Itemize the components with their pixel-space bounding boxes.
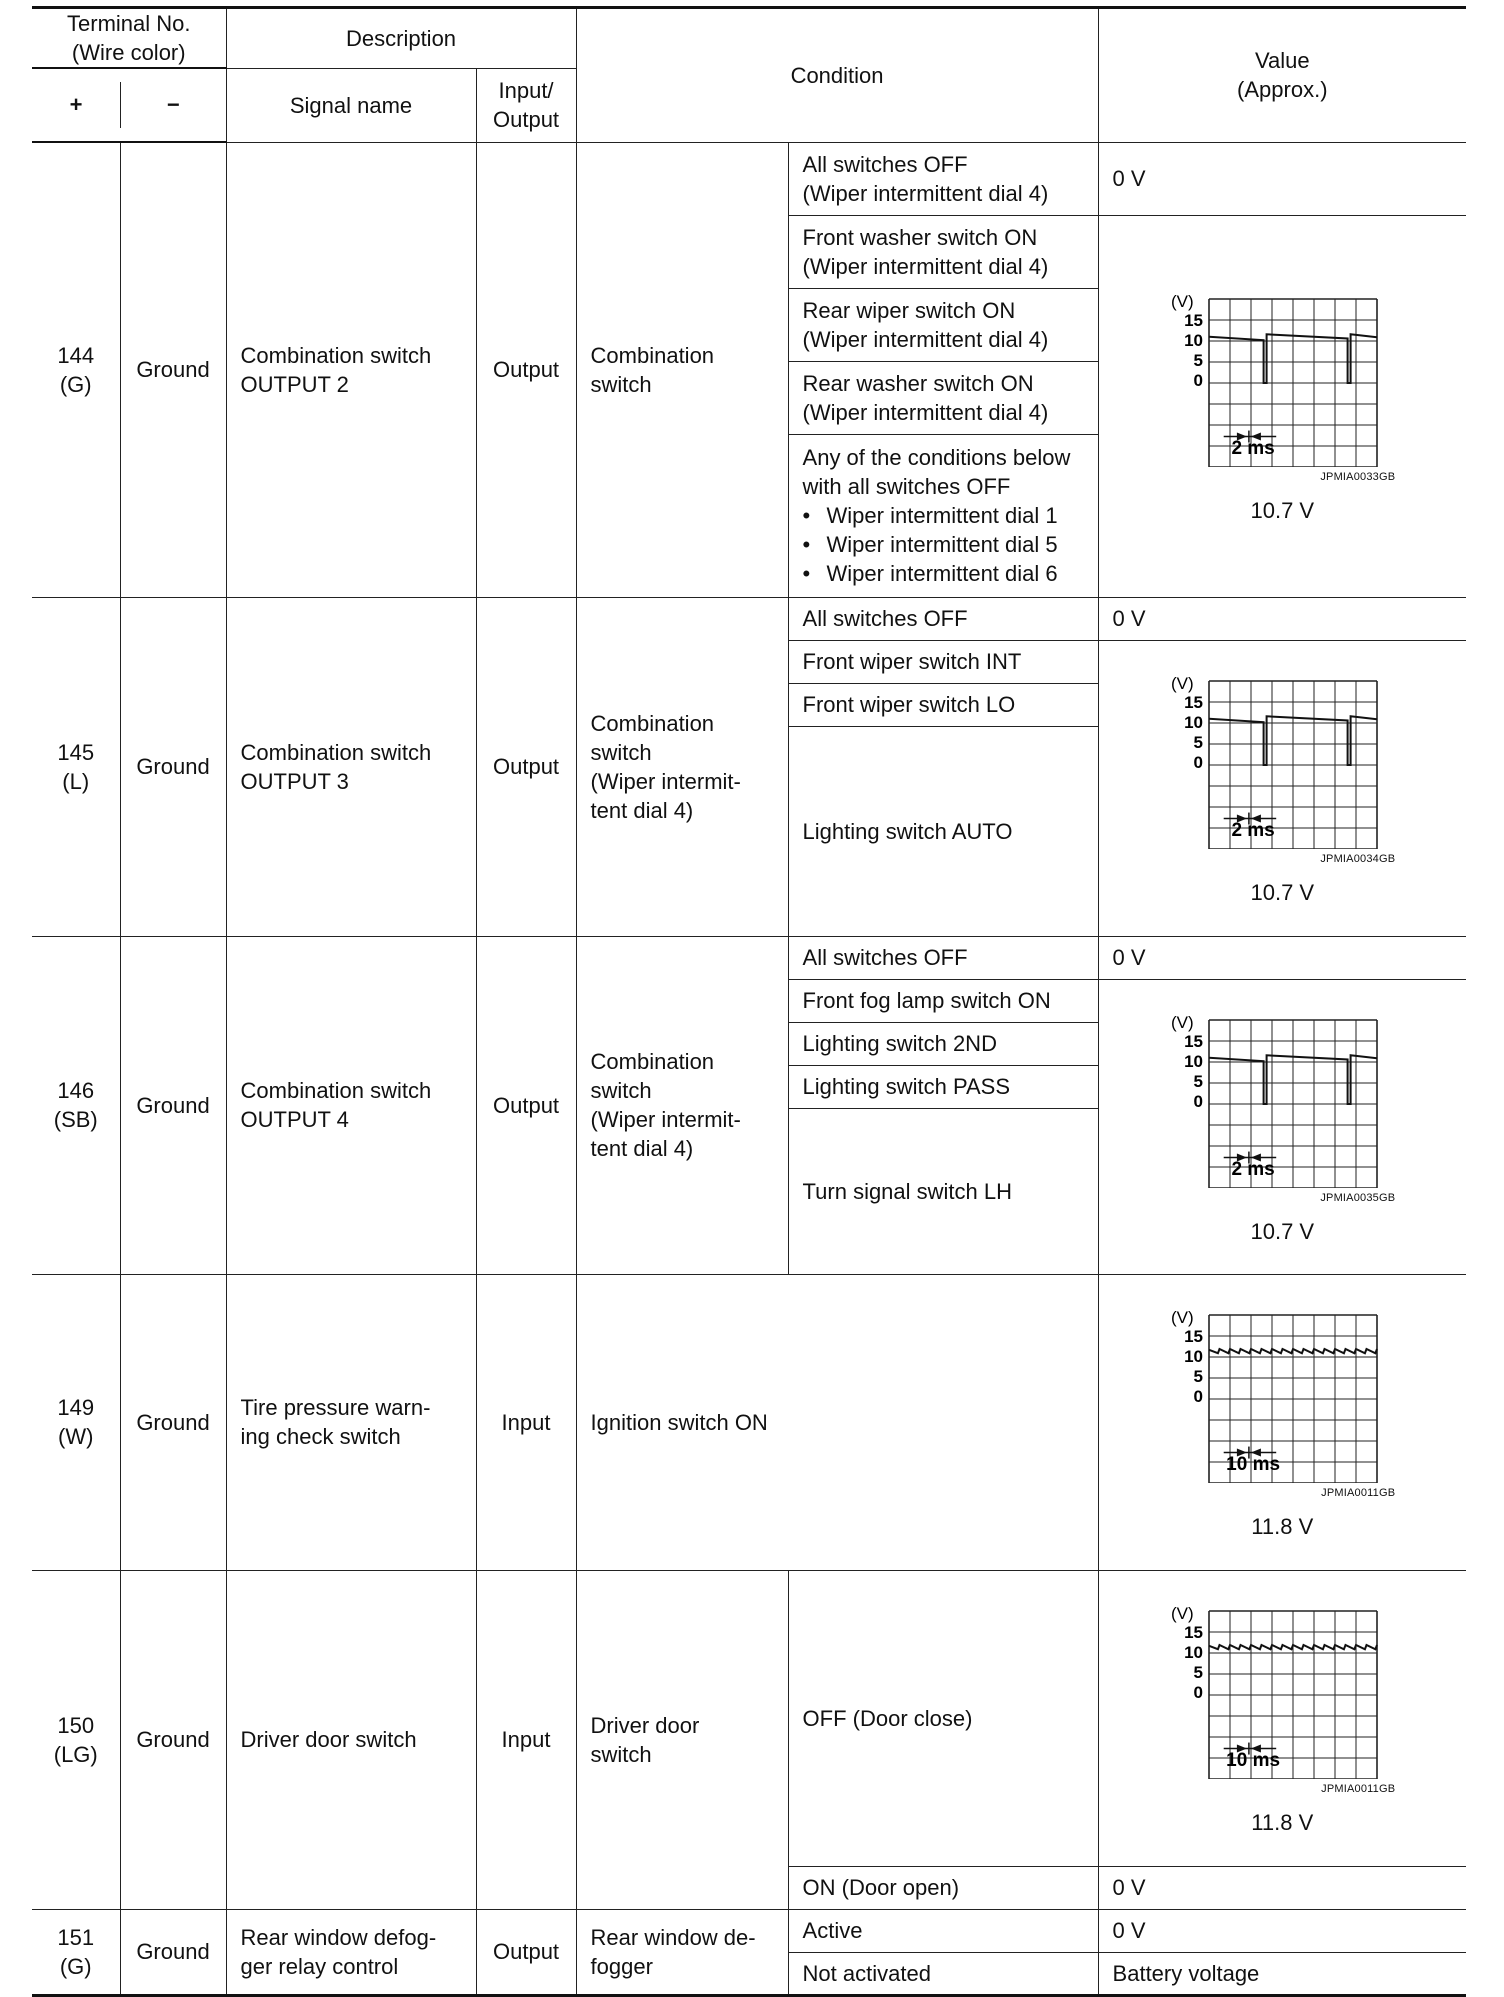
ground-144: Ground [120, 142, 226, 597]
axis-tick-label: 0 [1193, 371, 1204, 390]
io-144: Output [476, 142, 576, 597]
axis-unit: (V) [1171, 1308, 1194, 1327]
terminal-151: 151 (G) [32, 1909, 120, 1995]
sub-condition: Front fog lamp switch ON [788, 979, 1098, 1022]
ground-150: Ground [120, 1570, 226, 1909]
sub-condition: Front wiper switch LO [788, 683, 1098, 726]
sub-condition: Front washer switch ON (Wiper intermittent dial 4) [788, 215, 1098, 288]
io-150: Input [476, 1570, 576, 1909]
sub-condition: All switches OFF [788, 936, 1098, 979]
axis-tick-label: 0 [1193, 1091, 1204, 1111]
header-plus-minus [32, 68, 226, 142]
signal-146: Combination switch OUTPUT 4 [226, 936, 476, 1274]
ground-146: Ground [120, 936, 226, 1274]
waveform-graph [1147, 1599, 1417, 1804]
axis-tick-label: 10 [1184, 331, 1204, 350]
ground-145: Ground [120, 597, 226, 936]
axis-tick-label: 15 [1184, 1327, 1204, 1346]
waveform-value: 10.7 V [1250, 498, 1315, 523]
terminal-144: 144 (G) [32, 142, 120, 597]
axis-unit: (V) [1171, 292, 1194, 311]
condition-145: Combination switch (Wiper intermit- tent dial 4) [576, 597, 788, 936]
value-cell: 0 V [1098, 142, 1466, 215]
time-scale-label: 2 ms [1231, 438, 1276, 459]
sub-condition: OFF (Door close) [788, 1570, 1098, 1866]
value-cell: Battery voltage [1098, 1952, 1466, 1995]
value-cell: 0 V [1098, 1866, 1466, 1909]
header-minus: − [166, 92, 180, 117]
signal-149: Tire pressure warn- ing check switch [226, 1274, 476, 1570]
figure-code: JPMIA0011GB [1321, 1783, 1396, 1795]
bullet-item: • Wiper intermittent dial 1 [803, 501, 1084, 530]
value-graph-146 [1098, 979, 1466, 1274]
sub-condition: ON (Door open) [788, 1866, 1098, 1909]
waveform-graph [1147, 669, 1417, 874]
axis-tick-label: 10 [1184, 1347, 1204, 1366]
axis-tick-label: 0 [1193, 753, 1204, 772]
ground-149: Ground [120, 1274, 226, 1570]
figure-code: JPMIA0035GB [1320, 1191, 1396, 1204]
axis-tick-label: 15 [1184, 1031, 1204, 1051]
axis-unit: (V) [1171, 1012, 1194, 1032]
axis-tick-label: 15 [1184, 693, 1204, 712]
sub-condition: Lighting switch AUTO [788, 726, 1098, 936]
time-scale-label: 2 ms [1231, 1158, 1276, 1180]
terminal-spec-table [32, 6, 1466, 1997]
axis-tick-label: 0 [1193, 1683, 1204, 1702]
header-description: Description [226, 8, 576, 69]
waveform-value: 11.8 V [1251, 1810, 1314, 1835]
condition-150: Driver door switch [576, 1570, 788, 1909]
ground-151: Ground [120, 1909, 226, 1995]
time-scale-label: 10 ms [1226, 1750, 1281, 1771]
value-graph-150 [1098, 1570, 1466, 1866]
header-signal-name: Signal name [226, 68, 476, 142]
value-graph-145 [1098, 640, 1466, 936]
condition-144: Combination switch [576, 142, 788, 597]
io-151: Output [476, 1909, 576, 1995]
sub-condition: All switches OFF [788, 597, 1098, 640]
value-cell: 0 V [1098, 936, 1466, 979]
sub-condition: Active [788, 1909, 1098, 1952]
axis-unit: (V) [1171, 674, 1194, 693]
io-146: Output [476, 936, 576, 1274]
sub-condition: All switches OFF (Wiper intermittent dial 4) [788, 142, 1098, 215]
waveform-graph [1147, 1303, 1417, 1508]
waveform-value: 11.8 V [1251, 1514, 1314, 1539]
header-condition: Condition [576, 8, 1098, 143]
condition-151: Rear window de- fogger [576, 1909, 788, 1995]
bullet-item: • Wiper intermittent dial 5 [803, 530, 1084, 559]
header-plus: + [32, 82, 121, 128]
axis-tick-label: 10 [1184, 713, 1204, 732]
waveform-value: 10.7 V [1250, 880, 1315, 905]
signal-151: Rear window defog- ger relay control [226, 1909, 476, 1995]
value-graph-149 [1098, 1274, 1466, 1570]
sub-condition: Not activated [788, 1952, 1098, 1995]
value-cell: 0 V [1098, 597, 1466, 640]
axis-unit: (V) [1171, 1604, 1194, 1623]
axis-tick-label: 5 [1193, 1367, 1204, 1386]
signal-150: Driver door switch [226, 1570, 476, 1909]
axis-tick-label: 0 [1193, 1387, 1204, 1406]
value-cell: 0 V [1098, 1909, 1466, 1952]
waveform-graph [1147, 1008, 1417, 1213]
axis-tick-label: 5 [1193, 1663, 1204, 1682]
figure-code: JPMIA0011GB [1321, 1487, 1396, 1499]
value-graph-144 [1098, 215, 1466, 597]
axis-tick-label: 10 [1184, 1643, 1204, 1662]
io-149: Input [476, 1274, 576, 1570]
terminal-150: 150 (LG) [32, 1570, 120, 1909]
axis-tick-label: 15 [1184, 311, 1204, 330]
waveform-value: 10.7 V [1250, 1218, 1315, 1244]
sub-condition: Rear wiper switch ON (Wiper intermittent dial 4) [788, 288, 1098, 361]
waveform-graph [1147, 287, 1417, 492]
sub-condition: Rear washer switch ON (Wiper intermittent dial 4) [788, 361, 1098, 434]
terminal-146: 146 (SB) [32, 936, 120, 1274]
bullet-item: • Wiper intermittent dial 6 [803, 559, 1084, 588]
sub-condition: Front wiper switch INT [788, 640, 1098, 683]
terminal-145: 145 (L) [32, 597, 120, 936]
axis-tick-label: 5 [1193, 733, 1204, 752]
axis-tick-label: 5 [1193, 351, 1204, 370]
io-145: Output [476, 597, 576, 936]
sub-condition: Any of the conditions below with all switches OFF • Wiper intermittent dial 1 • Wiper intermittent dial 5 • Wiper intermittent dial 6 [788, 434, 1098, 597]
time-scale-label: 10 ms [1226, 1454, 1281, 1475]
signal-144: Combination switch OUTPUT 2 [226, 142, 476, 597]
axis-tick-label: 10 [1184, 1051, 1204, 1071]
condition-149: Ignition switch ON [576, 1274, 1098, 1570]
header-terminal-no: Terminal No. (Wire color) [32, 8, 226, 69]
header-input-output: Input/ Output [476, 68, 576, 142]
header-value: Value (Approx.) [1098, 8, 1466, 143]
time-scale-label: 2 ms [1231, 820, 1276, 841]
condition-146: Combination switch (Wiper intermit- tent dial 4) [576, 936, 788, 1274]
sub-condition: Turn signal switch LH [788, 1108, 1098, 1274]
sub-condition: Lighting switch 2ND [788, 1022, 1098, 1065]
figure-code: JPMIA0033GB [1320, 471, 1396, 483]
axis-tick-label: 5 [1193, 1071, 1204, 1091]
sub-condition: Lighting switch PASS [788, 1065, 1098, 1108]
figure-code: JPMIA0034GB [1320, 853, 1396, 865]
signal-145: Combination switch OUTPUT 3 [226, 597, 476, 936]
terminal-149: 149 (W) [32, 1274, 120, 1570]
axis-tick-label: 15 [1184, 1623, 1204, 1642]
